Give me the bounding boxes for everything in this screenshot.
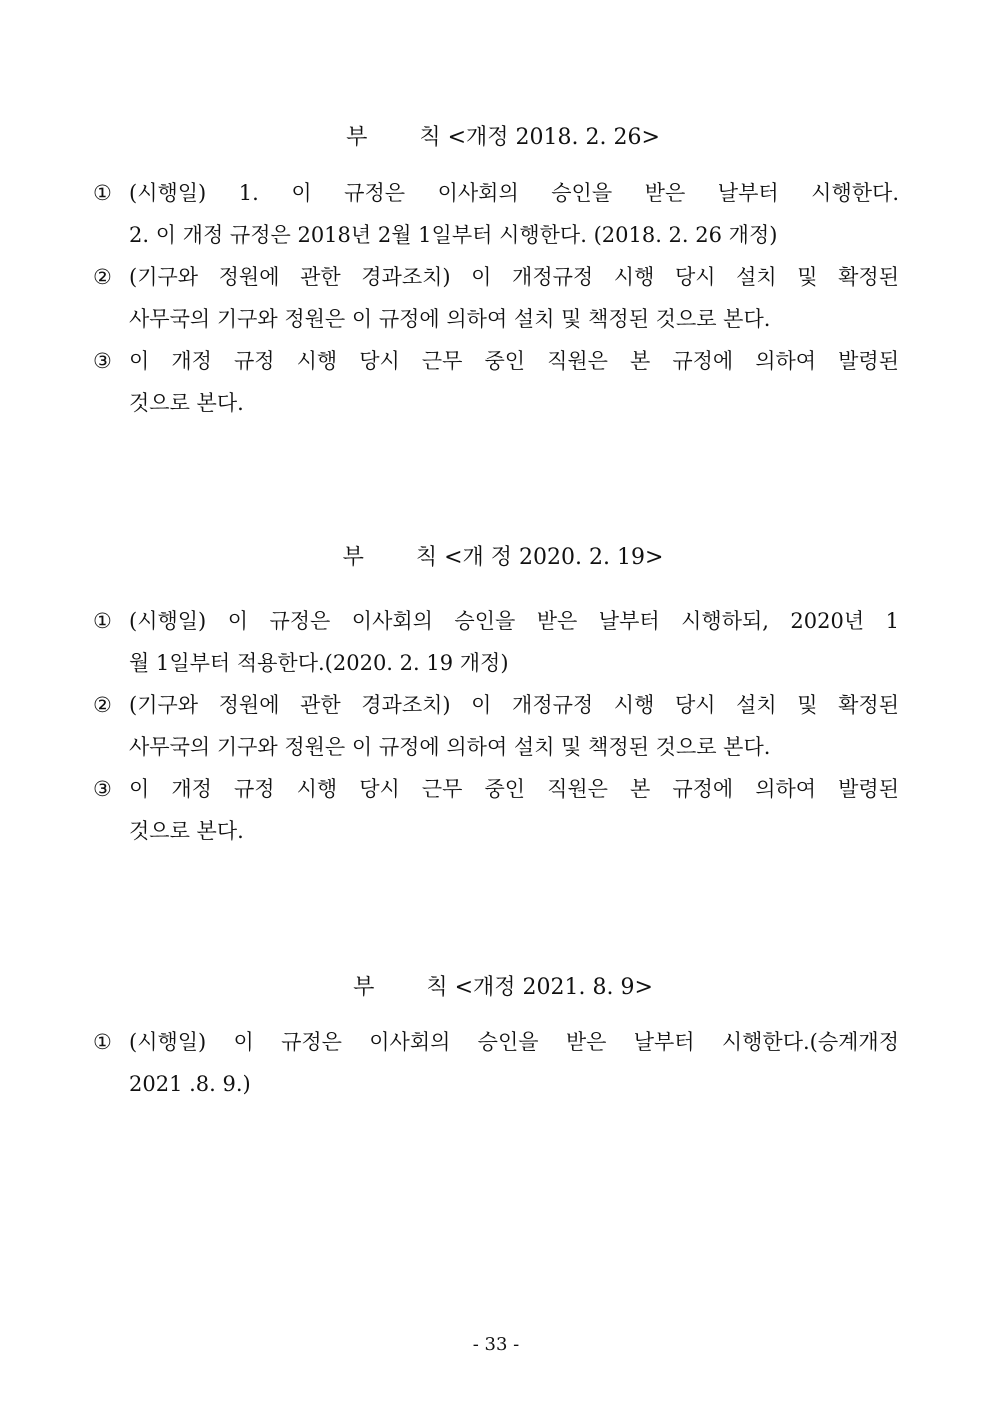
item-text-line: 2. 이 개정 규정은 2018년 2월 1일부터 시행한다. (2018. 2. 26 개정) [129, 223, 778, 247]
list-item [93, 1021, 899, 1105]
list-item [93, 684, 899, 768]
heading-amendment-date: <개 정 2020. 2. 19> [444, 545, 664, 570]
heading-amendment-date: <개정 2021. 8. 9> [454, 975, 653, 1000]
section-heading [0, 943, 992, 1003]
heading-label-left: 부 [353, 975, 375, 1000]
section-heading [0, 93, 992, 153]
item-text-line: 2021 .8. 9.) [129, 1072, 251, 1096]
heading-label-left: 부 [342, 545, 364, 570]
list-item [93, 600, 899, 684]
item-text-line: 이 개정 규정 시행 당시 근무 중인 직원은 본 규정에 의하여 발령된 [129, 777, 899, 801]
list-item [93, 172, 899, 256]
section-heading [0, 513, 992, 573]
heading-label-right: 칙 [419, 125, 441, 150]
item-text-line: (시행일) 이 규정은 이사회의 승인을 받은 날부터 시행하되, 2020년 1 [129, 609, 899, 633]
item-marker: ① [93, 181, 112, 205]
item-text-line: 사무국의 기구와 정원은 이 규정에 의하여 설치 및 책정된 것으로 본다. [129, 735, 771, 759]
heading-label-left: 부 [346, 125, 368, 150]
item-marker: ③ [93, 777, 112, 801]
item-text-line: 이 개정 규정 시행 당시 근무 중인 직원은 본 규정에 의하여 발령된 [129, 349, 899, 373]
list-item [93, 256, 899, 340]
page-number: - 33 - [472, 1334, 520, 1355]
item-text-line: (시행일) 1. 이 규정은 이사회의 승인을 받은 날부터 시행한다. [129, 181, 899, 205]
item-text-line: 것으로 본다. [129, 391, 244, 415]
item-marker: ① [93, 1030, 112, 1054]
item-marker: ③ [93, 349, 112, 373]
item-marker: ② [93, 265, 112, 289]
heading-label-right: 칙 [426, 975, 448, 1000]
item-text-line: (시행일) 이 규정은 이사회의 승인을 받은 날부터 시행한다.(승계개정 [129, 1030, 899, 1054]
item-text-line: (기구와 정원에 관한 경과조치) 이 개정규정 시행 당시 설치 및 확정된 [129, 265, 899, 289]
heading-amendment-date: <개정 2018. 2. 26> [447, 125, 660, 150]
list-item [93, 768, 899, 852]
item-text-line: 사무국의 기구와 정원은 이 규정에 의하여 설치 및 책정된 것으로 본다. [129, 307, 771, 331]
heading-label-right: 칙 [415, 545, 438, 570]
item-text-line: 것으로 본다. [129, 819, 244, 843]
list-item [93, 340, 899, 424]
item-text-line: 월 1일부터 적용한다.(2020. 2. 19 개정) [129, 651, 509, 675]
item-marker: ① [93, 609, 112, 633]
item-marker: ② [93, 693, 112, 717]
item-text-line: (기구와 정원에 관한 경과조치) 이 개정규정 시행 당시 설치 및 확정된 [129, 693, 899, 717]
